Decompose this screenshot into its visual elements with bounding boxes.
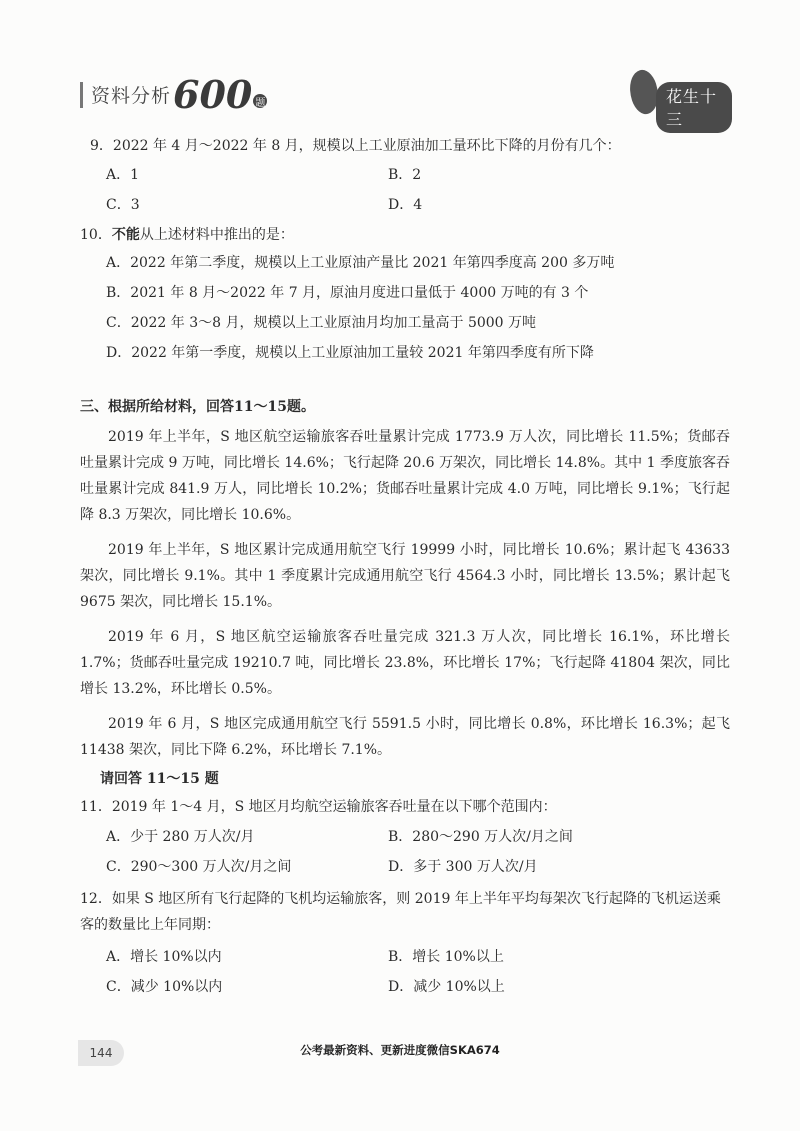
brand-logo (622, 68, 732, 129)
question-9-stem: 9．2022 年 4 月～2022 年 8 月，规模以上工业原油加工量环比下降的月份有几个： (90, 138, 621, 154)
option-c[interactable]: C．2022 年 3～8 月，规模以上工业原油月均加工量高于 5000 万吨 (106, 315, 537, 331)
page-content (80, 130, 730, 997)
option-a[interactable]: A．2022 年第二季度，规模以上工业原油产量比 2021 年第四季度高 200 多万吨 (106, 255, 615, 271)
question-10-emphasis: 不能 (111, 227, 140, 243)
question-10-stem (80, 225, 730, 245)
brand-logo-text: 花生十三 (656, 82, 732, 133)
question-11 (80, 797, 730, 877)
question-12 (80, 886, 730, 997)
option-b[interactable]: B．2021 年 8 月～2022 年 7 月，原油月度进口量低于 4000 万吨的有 3 个 (106, 285, 589, 301)
question-10-options (80, 253, 730, 363)
book-title-number: 600 (173, 72, 253, 117)
option-a[interactable]: A．少于 280 万人次/月 (106, 829, 255, 845)
option-d[interactable]: D．4 (388, 197, 423, 213)
question-9-options (80, 165, 730, 215)
question-11-options (80, 827, 730, 877)
question-11-stem: 11．2019 年 1～4 月，S 地区月均航空运输旅客吞吐量在以下哪个范围内： (80, 799, 557, 815)
section-3-prompt: 请回答 11～15 题 (100, 771, 219, 787)
book-title (80, 72, 267, 117)
title-divider (80, 82, 83, 108)
book-title-text: 资料分析 (91, 85, 172, 107)
material-paragraph-1: 2019 年上半年，S 地区航空运输旅客吞吐量累计完成 1773.9 万人次，同比增长 11.5%；货邮吞吐量累计完成 9 万吨，同比增长 14.6%；飞行起降 20.6 万架次，同比增长 14.8%。其中 1 季度旅客吞吐量累计完成 841.9 万人，同比增长 10.2%；货邮吞吐量累计完成 4.0 万吨，同比增长 9.1%；飞行起降 8.3 万架次，同比增长 10.6%。 (80, 429, 730, 523)
footer-note: 公考最新资料、更新进度微信SKA674 (300, 1043, 500, 1057)
option-a[interactable]: A．增长 10%以内 (106, 949, 222, 965)
option-b[interactable]: B．280～290 万人次/月之间 (388, 829, 573, 845)
material-paragraph-2: 2019 年上半年，S 地区累计完成通用航空飞行 19999 小时，同比增长 10.6%；累计起飞 43633 架次，同比增长 9.1%。其中 1 季度累计完成通用航空飞行 4564.3 小时，同比增长 13.5%；累计起飞 9675 架次，同比增长 15.1%。 (80, 542, 730, 610)
page-header (0, 0, 800, 130)
option-d[interactable]: D．多于 300 万人次/月 (388, 859, 538, 875)
option-b[interactable]: B．增长 10%以上 (388, 949, 504, 965)
material-paragraph-3: 2019 年 6 月，S 地区航空运输旅客吞吐量完成 321.3 万人次，同比增长 16.1%，环比增长 1.7%；货邮吞吐量完成 19210.7 吨，同比增长 23.8%，环比增长 17%；飞行起降 41804 架次，同比增长 13.2%，环比增长 0.5%。 (80, 629, 730, 697)
option-b[interactable]: B．2 (388, 167, 422, 183)
option-d[interactable]: D．2022 年第一季度，规模以上工业原油加工量较 2021 年第四季度有所下降 (106, 345, 594, 361)
question-12-stem: 12．如果 S 地区所有飞行起降的飞机均运输旅客，则 2019 年上半年平均每架次飞行起降的飞机运送乘客的数量比上年同期： (80, 891, 721, 933)
option-c[interactable]: C．3 (106, 197, 140, 213)
question-12-options (80, 947, 730, 997)
section-3 (80, 397, 730, 789)
option-c[interactable]: C．减少 10%以内 (106, 979, 223, 995)
page-number: 144 (78, 1040, 124, 1066)
question-10 (80, 225, 730, 363)
option-a[interactable]: A．1 (106, 167, 140, 183)
option-d[interactable]: D．减少 10%以上 (388, 979, 505, 995)
material-paragraph-4: 2019 年 6 月，S 地区完成通用航空飞行 5591.5 小时，同比增长 0.8%，环比增长 16.3%；起飞 11438 架次，同比下降 6.2%，环比增长 7.1%。 (80, 716, 730, 758)
question-10-stem-text: 从上述材料中推出的是： (139, 227, 294, 243)
option-c[interactable]: C．290～300 万人次/月之间 (106, 859, 292, 875)
section-3-title: 三、根据所给材料，回答11～15题。 (80, 399, 315, 415)
book-title-suffix: 题 (253, 94, 267, 108)
question-9 (80, 136, 730, 215)
question-10-number: 10． (80, 227, 112, 243)
